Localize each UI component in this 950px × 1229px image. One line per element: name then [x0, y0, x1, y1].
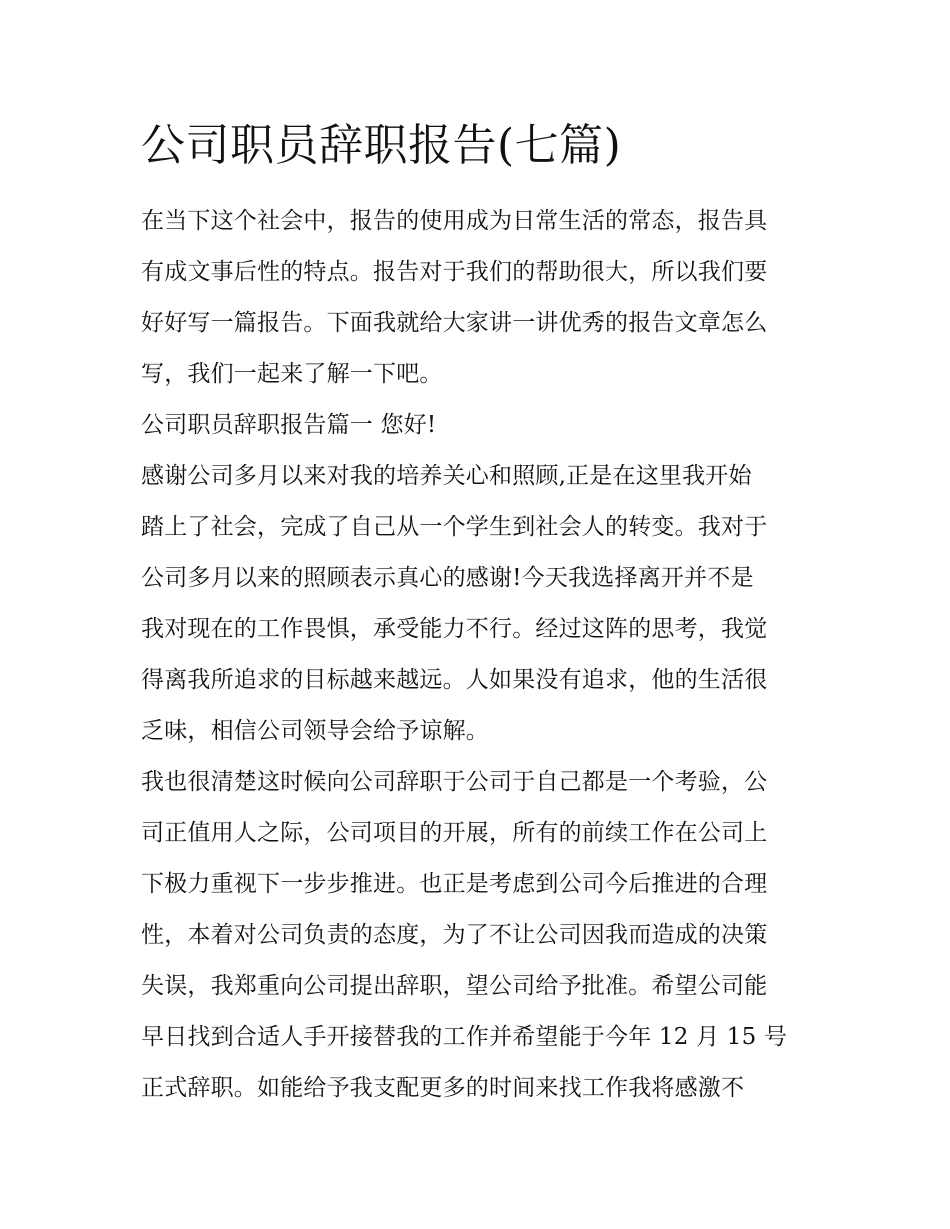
text-line: 失误，我郑重向公司提出辞职，望公司给予批准。希望公司能 — [141, 973, 768, 999]
text-line: 性，本着对公司负责的态度，为了不让公司因我而造成的决策 — [141, 922, 768, 948]
text-line: 感谢公司多月以来对我的培养关心和照顾,正是在这里我开始 — [141, 463, 752, 489]
text-line: 得离我所追求的目标越来越远。人如果没有追求，他的生活很 — [141, 667, 768, 693]
text-line: 我对现在的工作畏惧，承受能力不行。经过这阵的思考，我觉 — [141, 616, 768, 642]
text-line: 公司多月以来的照顾表示真心的感谢!今天我选择离开并不是 — [141, 565, 754, 591]
text-line: 乏味，相信公司领导会给予谅解。 — [141, 718, 489, 744]
text-line: 写，我们一起来了解一下吧。 — [141, 361, 443, 387]
text-line: 正式辞职。如能给予我支配更多的时间来找工作我将感激不 — [141, 1075, 745, 1101]
text-line: 好好写一篇报告。下面我就给大家讲一讲优秀的报告文章怎么 — [141, 310, 768, 336]
text-line: 司正值用人之际，公司项目的开展，所有的前续工作在公司上 — [141, 820, 768, 846]
text-line: 早日找到合适人手开接替我的工作并希望能于今年 12 月 15 号 — [141, 1024, 788, 1050]
section-heading-line: 公司职员辞职报告篇一 您好! — [141, 412, 437, 438]
document-body — [141, 196, 813, 1114]
text-line: 下极力重视下一步步推进。也正是考虑到公司今后推进的合理 — [141, 871, 768, 897]
document-content — [141, 112, 813, 1114]
document-title: 公司职员辞职报告(七篇) — [141, 120, 622, 171]
text-line: 踏上了社会，完成了自己从一个学生到社会人的转变。我对于 — [141, 514, 768, 540]
text-line: 在当下这个社会中，报告的使用成为日常生活的常态，报告具 — [141, 208, 768, 234]
text-line: 我也很清楚这时候向公司辞职于公司于自己都是一个考验，公 — [141, 769, 768, 795]
text-line: 有成文事后性的特点。报告对于我们的帮助很大，所以我们要 — [141, 259, 768, 285]
